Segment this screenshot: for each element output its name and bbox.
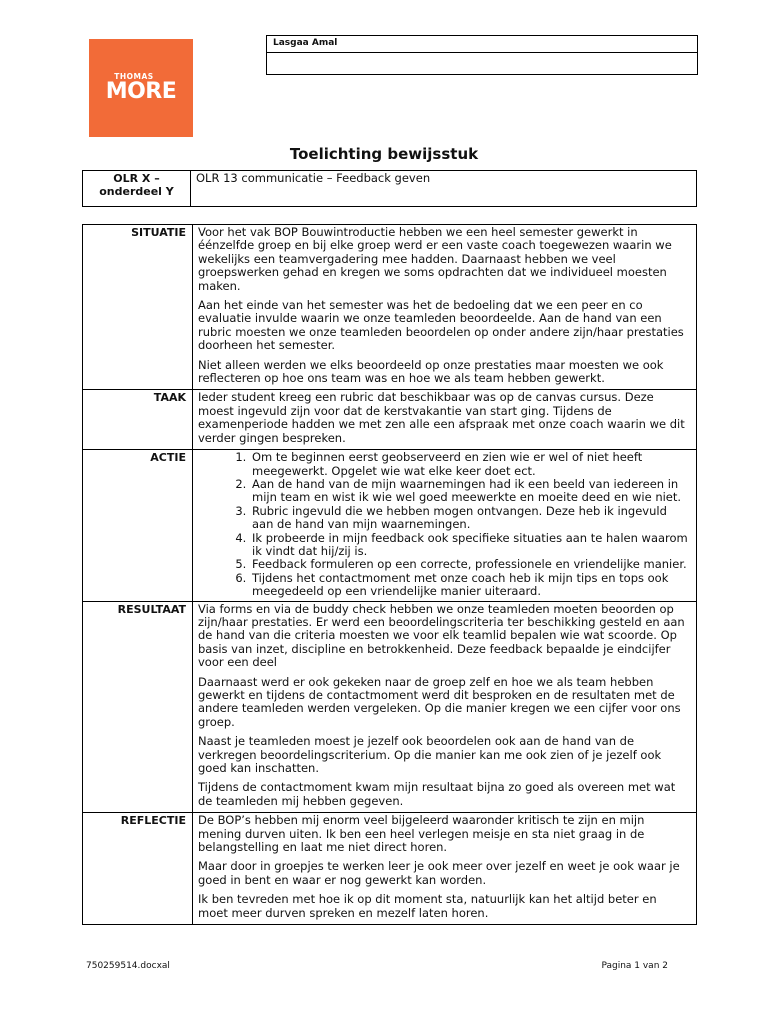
taak-label: TAAK bbox=[83, 390, 193, 450]
olr-row bbox=[83, 171, 697, 207]
actie-list-item: 3. Rubric ingevuld die we hebben mogen ontvangen. Deze heb ik ingevuld aan de hand van mijn waarnemingen. bbox=[250, 505, 690, 532]
student-name-box bbox=[266, 35, 698, 75]
taak-paragraph: Ieder student kreeg een rubric dat beschikbaar was op de canvas cursus. Deze moest ingevuld zijn voor dat de kerstvakantie van start ging. Tijdens de examenperiode hadden we met zen alle een afspraak met onze coach waarin we dit verder gingen bespreken. bbox=[198, 390, 685, 445]
row-reflectie bbox=[83, 813, 697, 925]
olr-value: OLR 13 communicatie – Feedback geven bbox=[191, 171, 697, 207]
footer-filename: 750259514.docxal bbox=[86, 961, 170, 971]
situatie-content bbox=[193, 225, 697, 390]
taak-content bbox=[193, 390, 697, 450]
actie-label: ACTIE bbox=[83, 450, 193, 601]
reflectie-label: REFLECTIE bbox=[83, 813, 193, 925]
footer-page-number: Pagina 1 van 2 bbox=[601, 961, 668, 971]
olr-label: OLR X – onderdeel Y bbox=[83, 171, 191, 207]
row-taak bbox=[83, 390, 697, 450]
situatie-paragraph: Aan het einde van het semester was het de bedoeling dat we een peer en co evaluatie invulde waarin we onze teamleden beoordeelde. Aan de hand van een rubric moesten we onze teamleden beoordelen op onder andere zijn/haar prestaties doorheen het semester. bbox=[198, 298, 684, 353]
page-title: Toelichting bewijsstuk bbox=[289, 145, 479, 163]
resultaat-paragraph: Via forms en via de buddy check hebben we onze teamleden moeten beoorden op zijn/haar prestaties. Er werd een beoordelingscriteria ter beschikking gesteld en aan de hand van die criteria moesten we voor elk teamlid bepalen wie wat scoorde. Op basis van inzet, discipline en betrokkenheid. Deze feedback bepaalde je eindcijfer voor een deel bbox=[198, 601, 685, 670]
situatie-paragraph: Niet alleen werden we elks beoordeeld op onze prestaties maar moesten we ook reflecteren op hoe ons team was en hoe we als team hebben gewerkt. bbox=[198, 357, 664, 386]
thomas-more-logo bbox=[89, 39, 193, 137]
resultaat-label: RESULTAAT bbox=[83, 601, 193, 813]
actie-list bbox=[198, 451, 690, 598]
resultaat-paragraph: Tijdens de contactmoment kwam mijn resultaat bijna zo goed als overeen met wat de teamleden mij hebben gegeven. bbox=[198, 780, 676, 808]
student-name-empty-row bbox=[267, 53, 697, 74]
situatie-paragraph: Voor het vak BOP Bouwintroductie hebben we een heel semester gewerkt in éénzelfde groep en bij elke groep werd er een vaste coach toegewezen waarin we wekelijks een teamvergadering mee hadden. Daarnaast hebben we veel groepswerken gehad en kregen we soms opdrachten dat we individueel moesten maken. bbox=[198, 225, 672, 293]
actie-list-item: 6. Tijdens het contactmoment met onze coach heb ik mijn tips en tops ook meegedeeld op een vriendelijke manier uiteraard. bbox=[250, 572, 690, 599]
actie-list-item: 4. Ik probeerde in mijn feedback ook specifieke situaties aan te halen waarom ik vindt dat hij/zij is. bbox=[250, 532, 690, 559]
actie-list-item: 5. Feedback formuleren op een correcte, professionele en vriendelijke manier. bbox=[250, 558, 690, 571]
resultaat-paragraph: Naast je teamleden moest je jezelf ook beoordelen ook aan de hand van de verkregen beoordelingscriterium. Op die manier kan me ook zien of je jezelf ook goed kan inschatten. bbox=[198, 734, 662, 776]
student-name: Lasgaa Amal bbox=[267, 36, 697, 53]
actie-list-item: 1. Om te beginnen eerst geobserveerd en zien wie er wel of niet heeft meegewerkt. Opgelet wie wat elke keer doet ect. bbox=[250, 451, 690, 478]
star-table bbox=[82, 224, 697, 925]
reflectie-paragraph: De BOP’s hebben mij enorm veel bijgeleerd waaronder kritisch te zijn en mijn mening durven uiten. Ik ben een heel verlegen meisje en sta niet graag in de belangstelling en laat me niet direct horen. bbox=[198, 813, 645, 855]
resultaat-content bbox=[193, 601, 697, 813]
row-resultaat bbox=[83, 601, 697, 813]
actie-list-item: 2. Aan de hand van de mijn waarnemingen had ik een beeld van iedereen in mijn team en wist ik wie wel goed meewerkte en moeite deed en wie niet. bbox=[250, 478, 690, 505]
logo-line-1: THOMAS bbox=[114, 72, 154, 81]
reflectie-content bbox=[193, 813, 697, 925]
logo-line-2: MORE bbox=[105, 79, 177, 104]
row-situatie bbox=[83, 225, 697, 390]
reflectie-paragraph: Ik ben tevreden met hoe ik op dit moment sta, natuurlijk kan het altijd beter en moet meer durven spreken en mezelf laten horen. bbox=[198, 892, 657, 920]
resultaat-paragraph: Daarnaast werd er ook gekeken naar de groep zelf en hoe we als team hebben gewerkt en tijdens de contactmoment werd dit besproken en de resultaten met de andere teamleden werden vergeleken. Op die manier kregen we een cijfer voor ons groep. bbox=[198, 674, 681, 729]
olr-table bbox=[82, 170, 697, 207]
situatie-label: SITUATIE bbox=[83, 225, 193, 390]
reflectie-paragraph: Maar door in groepjes te werken leer je ook meer over jezelf en weet je ook waar je goed in bent en waar er nog gewerkt kan worden. bbox=[198, 859, 680, 887]
actie-content bbox=[193, 450, 697, 601]
row-actie bbox=[83, 450, 697, 601]
